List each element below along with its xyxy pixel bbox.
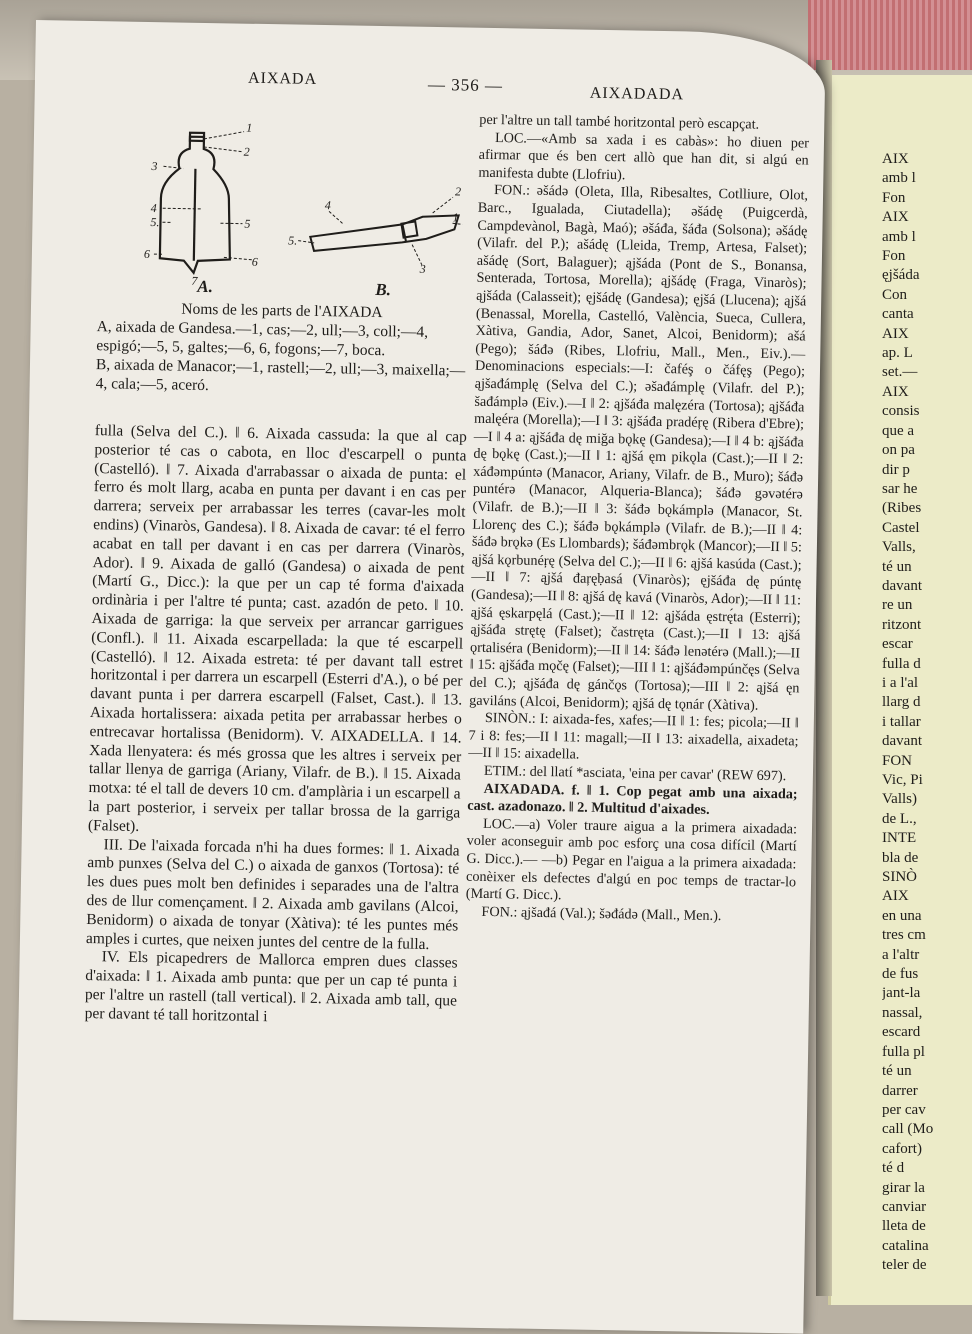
facing-page-line: tres cm [882,926,972,945]
right-paragraph: LOC.—«Amb sa xada i es cabàs»: ho diuen per afirmar que és ben cert allò que han dit, si algú en manifesta dubte (Llofriu). [478,129,809,188]
facing-page-line: girar la [882,1179,972,1198]
entry-headword: AIXADADA. f. ‖ 1. Cop pegat amb una aixada; cast. azadonazo. ‖ 2. Multitud d'aixades. [467,780,798,821]
facing-page-line: escard [882,1023,972,1042]
label-a5b: 5 [244,217,250,231]
facing-page-line: en una [882,907,972,926]
facing-page-line: (Ribes [882,499,972,518]
hoe-diagram [101,107,464,303]
facing-page-line: Vic, Pi [882,771,972,790]
left-column [84,422,466,1030]
page-number: — 356 — [428,75,503,96]
facing-page-line: Castel [882,519,972,538]
facing-page-line: davant [882,732,972,751]
facing-page-line: Valls) [882,790,972,809]
book-edge [808,0,972,70]
facing-page-line: que a [882,422,972,441]
right-paragraph: FON.: ąjšađá (Val.); šəđádə (Mall., Men.). [465,903,795,926]
facing-page-text [882,150,972,1276]
facing-page-line: fulla pl [882,1043,972,1062]
label-a4: 4 [151,201,157,215]
facing-page-line: Fon [882,247,972,266]
facing-page-line: Valls, [882,538,972,557]
facing-page-line: sar he [882,480,972,499]
label-a2: 2 [244,145,250,159]
right-paragraph: ETIM.: del llatí *asciata, 'eina per cavar' (REW 697). [468,763,798,786]
facing-page-line: llarg d [882,693,972,712]
figure-letter-b: B. [375,280,391,300]
facing-page-line: on pa [882,441,972,460]
facing-page-line: dir p [882,461,972,480]
label-a6: 6 [144,247,150,261]
dictionary-page [13,20,826,1334]
facing-page-line: set.— [882,363,972,382]
facing-page-line: amb l [882,169,972,188]
facing-page-line: ritzont [882,616,972,635]
label-a5: 5. [150,215,159,229]
facing-page-line: a l'altr [882,946,972,965]
label-a1: 1 [246,121,252,135]
facing-page-line: canta [882,305,972,324]
facing-page-line: ęjšáda [882,266,972,285]
facing-page-line: AIX [882,208,972,227]
facing-page-line: teler de [882,1256,972,1275]
right-paragraph: FON.: əšádə (Oleta, Illa, Ribesaltes, Cotlliure, Olot, Barc., Igualada, Ciutadella); əšádę (Puigcerdà, Campdevànol, Bagà, Maó); əšáđa, šáđa (Solsona); əšádę (Vilafr. del P.); ašádę (Lleida, Tremp, Artesa, Falset); ašádę (Sort, Balaguer); ąjšáda (Pont de S., Bonansa, Senterada, Tortosa, Morella); ąjšádę (Fraga, Vinaròs); ąjšáda (Calasseit); ęjšádę (Gandesa); ęjšá (Llucena); ąjšá (Benassal, Morella, Castelló, València, Sueca, Cullera, Xàtiva, Gandia, Ador, Sanet, Alcoi, Benidorm); ašá (Pego); šáđə (Ribes, Llofriu, Mall., Men., Eiv.).— Denominacions especials:—I: čaféş o čáfęş (Pego); ąjšađámplę (Selva del C.); əšađámplę (Vilafr. del P.); šađámplə (Eiv.).—I ‖ 2: ąjšáđa malęzéra (Tortosa); ąjšáđa malęéra (Morella);—I ‖ 3: ąjšáđa pradéŗę (Ribera d'Ebre);—I ‖ 4 a: ąjšáđa dę miğa bǫkę (Gandesa);—I ‖ 4 b: ąjšáđa dę bǫkę (Cast.);—II ‖ 1: ąjšá ęm pikǫla (Cast.);—II ‖ 2: xáđəmpúntə (Manacor, Ariany, Vilafr. de B., Muro); šáđə puntérə (Manacor, Alqueria-Blanca); šáđə gəvətérə (Vilafr. de B.);—II ‖ 3: šáđə bǫkámplə (Manacor, St. Llorenç des C.); šáđə bǫkámplə (Vilafr. de B.);—II ‖ 4: šáđə brǫkə (Es Llombards); šáđəmbrǫk (Mancor);—II ‖ 5: ąjšá kǫrbunéŗę (Selva del C.);—II ‖ 6: ąjšá kasúda (Cast.);—II ‖ 7: ąjšá đaŗęḅasá (Vinaròs); ęjšáđa dę púntę (Gandesa);—II ‖ 8: ąjšá dę kavá (Vinaròs, Ador);—II ‖ 11: ąjšá ęskarpęlá (Cast.);—II ‖ 12: ąjšáda ęstrę́ta (Esterri); ąjšáđa strętę (Falset); častręta (Cast.);—II ‖ 13: ąjšá ǫrtaliséra (Benidorm);—II ‖ 14: šáđə lenətérə (Mall.);—II ‖ 15: ąjšáđa mǫčę (Falset);—III ‖ 1: ąjšáđəmpúnčęs (Selva del C.); ąjšáđa dę gánčǫs (Tortosa);—III ‖ 2: ąjšá ęn gaviláns (Alcoi, Benidorm); ąjšá dę tǫnár (Xàtiva). [469,182,808,715]
facing-page-line: consis [882,402,972,421]
caption-title: Noms de les parts de l'AIXADA [97,298,467,323]
caption-line-b: B, aixada de Manacor;—1, rastell;—2, ull;—3, maixella;—4, cala;—5, aceró. [95,355,466,399]
facing-page-line: ap. L [882,344,972,363]
facing-page-line: nassal, [882,1004,972,1023]
facing-page-line: FON [882,752,972,771]
label-a6b: 6 [252,255,258,269]
facing-page-line: amb l [882,228,972,247]
left-paragraph: III. De l'aixada forcada n'hi ha dues formes: ‖ 1. Aixada amb punxes (Selva del C.) o aixada de ganxos (Tortosa): té les dues pues molt ben definides i separades una de l'altra des de llur començament. ‖ 2. Aixada amb gavilans (Alcoi, Benidorm) o aixada de tonyar (Xàtiva): té les puntes més amples i curtes, que neixen juntes del centre de la fulla. [86,836,460,955]
label-a3: 3 [150,159,157,173]
label-b5: 5. [288,233,297,247]
facing-page-line: AIX [882,887,972,906]
left-paragraph: fulla (Selva del C.). ‖ 6. Aixada cassuda: la que al cap posterior té cas o cabota, en lloc d'escarpell o punta (Castelló). ‖ 7. Aixada d'arrabassar o aixada de punta: el ferro és molt llarg, acaba en punta per davant i en cas per darrera; serveix per arrabassar les terres (cavar-les molt endins) (Vinaròs, Gandesa). ‖ 8. Aixada de cavar: té el ferro acabat en tall per davant i en cas per darrera (Vinaròs, Ador). ‖ 9. Aixada de galló (Gandesa) o aixada de pent (Martí G., Dicc.): la que per un cap té forma d'aixada ordinària i per l'altre té punta; cast. azadón de peto. ‖ 10. Aixada de garriga: la que serveix per arrancar garrigues (Confl.). ‖ 11. Aixada escarpellada: la que té escarpell (Castelló). ‖ 12. Aixada estreta: té per davant tall estret horitzontal i per darrera un escarpell (Esterri d'A.), o bé per davant punta i per darrera escarpell (Falset, Cast.). ‖ 13. Aixada hortalissera: aixada petita per arrabassar herbes o entrecavar hortalissa (Benidorm). V. AIXADELLA. ‖ 14. Xada llenyatera: és més grossa que les altres i serveix per tallar llenya de garriga (Ariany, Vilafr. de B.). ‖ 15. Aixada motxa: té el tall de devers 10 cm. d'amplària i un escarpell a la part posterior, i serveix per tallar brossa de la garriga (Falset). [88,422,467,842]
facing-page-line: INTE [882,829,972,848]
caption-line-a: A, aixada de Gandesa.—1, cas;—2, ull;—3, coll;—4, espigó;—5, 5, galtes;—6, 6, fogons;—7, boca. [96,317,467,361]
facing-page-line: bla de [882,849,972,868]
facing-page-line: call (Mo [882,1120,972,1139]
facing-page-line: i tallar [882,713,972,732]
facing-page-line: Con [882,286,972,305]
facing-page-line: escar [882,635,972,654]
label-b4: 4 [325,198,331,212]
facing-page-line: AIX [882,325,972,344]
label-a7: 7 [191,274,198,288]
facing-page-line: darrer [882,1082,972,1101]
facing-page-line: catalina [882,1237,972,1256]
running-head-right: AIXADADA [590,85,685,105]
right-paragraph: SINÒN.: I: aixada-fes, xafes;—II ‖ 1: fes; picola;—II ‖ 7 i 8: fes;—II ‖ 11: magall;—II ‖ 13: aixadella, aixadeta;—II ‖ 15: aixadella. [468,710,799,769]
facing-page-line: cafort) [882,1140,972,1159]
facing-page-line: té un [882,1062,972,1081]
facing-page-line: jant-la [882,984,972,1003]
facing-page-line: davant [882,577,972,596]
figure-letter-a: A. [197,277,213,297]
facing-page-line: i a l'al [882,674,972,693]
label-b1: 1 [452,210,458,224]
right-column [465,112,809,927]
facing-page-line: de fus [882,965,972,984]
label-b2: 2 [455,184,461,198]
facing-page-line: té d [882,1159,972,1178]
facing-page-line: fulla d [882,655,972,674]
tool-illustration [101,107,464,303]
label-b3: 3 [419,262,426,276]
facing-page-line: Fon [882,189,972,208]
facing-page-line: AIX [882,150,972,169]
right-paragraph: per l'altre un tall també horitzontal però escapçat. [479,112,809,135]
facing-page-line: SINÒ [882,868,972,887]
facing-page-line: lleta de [882,1217,972,1236]
figure-caption [95,298,467,399]
facing-page-line: re un [882,596,972,615]
running-head-left: AIXADA [248,70,317,89]
facing-page-line: de L., [882,810,972,829]
facing-page-line: per cav [882,1101,972,1120]
facing-page-line: AIX [882,383,972,402]
left-paragraph: IV. Els picapedrers de Mallorca empren dues classes d'aixada: ‖ 1. Aixada amb punta: que per un cap té punta i per l'altre un rastell (tall vertical). ‖ 2. Aixada amb tall, que per davant té tall horitzontal i [84,948,457,1030]
facing-page-line: canviar [882,1198,972,1217]
facing-page-line: té un [882,558,972,577]
right-paragraph: LOC.—a) Voler traure aigua a la primera aixadada: voler aconseguir amb poc esforç una cosa difícil (Martí G. Dicc.).— —b) Pegar en l'aigua a la primera aixadada: conèixer els defectes d'algú en poc temps de tractar-lo (Martí G. Dicc.). [466,815,797,909]
